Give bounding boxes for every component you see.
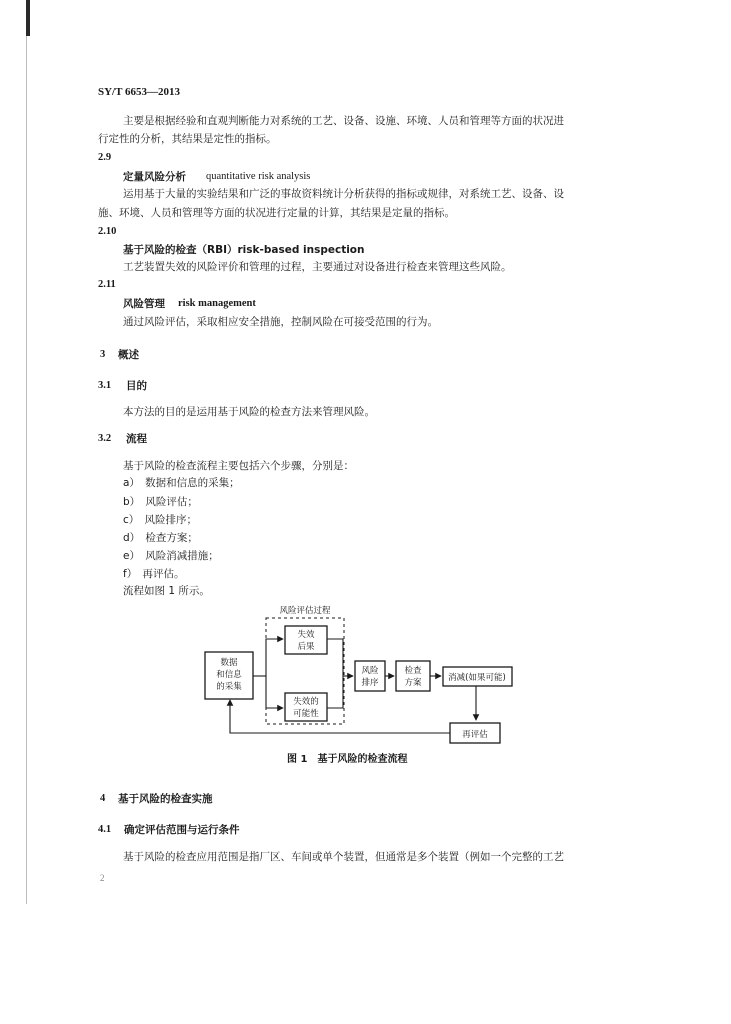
- box-reassessment-label: 再评估: [462, 730, 488, 740]
- clause-2-9-term: 定量风险分析: [123, 171, 186, 183]
- paragraph-3-1: 本方法的目的是运用基于风险的检查方法来管理风险。: [123, 406, 375, 418]
- box-data-collection-line-1: 数据: [220, 658, 238, 668]
- box-data-collection-line-3: 的采集: [216, 682, 242, 692]
- section-4-number: 4: [100, 793, 106, 804]
- section-3-1-title: 目的: [126, 380, 147, 392]
- paragraph-figure-reference: 流程如图 1 所示。: [123, 585, 210, 597]
- step-b: b） 风险评估；: [123, 496, 198, 508]
- paragraph-2-11: 通过风险评估，采取相应安全措施，控制风险在可接受范围的行为。: [123, 316, 438, 328]
- box-inspection-plan-line-1: 检查: [404, 666, 422, 676]
- paragraph-3-2-intro: 基于风险的检查流程主要包括六个步骤，分别是：: [123, 460, 354, 472]
- section-3-number: 3: [100, 349, 106, 360]
- clause-2-9-english: quantitative risk analysis: [206, 171, 311, 182]
- box-failure-consequence-line-1: 失效: [297, 630, 315, 640]
- paragraph-2-9-line-1: 运用基于大量的实验结果和广泛的事故资料统计分析获得的指标或规律，对系统工艺、设备、设: [123, 188, 564, 200]
- box-mitigation-label: 消减(如果可能): [448, 673, 506, 683]
- box-risk-ranking-line-2: 排序: [361, 678, 379, 688]
- box-failure-consequence-line-2: 后果: [297, 642, 315, 652]
- section-3-2-number: 3.2: [98, 433, 112, 444]
- section-4-1-title: 确定评估范围与运行条件: [124, 824, 240, 836]
- connector-to-likelihood: [266, 676, 283, 708]
- clause-2-10-term: 基于风险的检查（RBI）risk-based inspection: [123, 244, 365, 256]
- section-3-2-title: 流程: [126, 433, 147, 445]
- box-risk-ranking-line-1: 风险: [361, 666, 379, 676]
- connector-to-consequence: [266, 639, 283, 676]
- box-inspection-plan-line-2: 方案: [404, 678, 422, 688]
- box-data-collection-line-2: 和信息: [216, 670, 242, 680]
- step-e: e） 风险消减措施；: [123, 550, 219, 562]
- clause-2-10-number: 2.10: [98, 226, 117, 237]
- box-failure-likelihood-line-1: 失效的: [293, 697, 319, 707]
- page-number: 2: [100, 873, 105, 883]
- paragraph-2-8-line-1: 主要是根据经验和直观判断能力对系统的工艺、设备、设施、环境、人员和管理等方面的状况进: [123, 115, 564, 127]
- clause-2-11-english: risk management: [178, 298, 256, 309]
- step-d: d） 检查方案；: [123, 532, 198, 544]
- standard-number: SY/T 6653—2013: [98, 86, 181, 98]
- clause-2-11-number: 2.11: [98, 279, 116, 290]
- step-f: f） 再评估。: [123, 568, 185, 580]
- clause-2-9-number: 2.9: [98, 152, 112, 163]
- section-4-1-number: 4.1: [98, 824, 112, 835]
- paragraph-4-1: 基于风险的检查应用范围是指厂区、车间或单个装置，但通常是多个装置（例如一个完整的工艺: [123, 851, 564, 863]
- section-4-title: 基于风险的检查实施: [118, 793, 213, 805]
- section-3-1-number: 3.1: [98, 380, 112, 391]
- box-failure-likelihood-line-2: 可能性: [293, 709, 319, 719]
- paragraph-2-10: 工艺装置失效的风险评价和管理的过程，主要通过对设备进行检查来管理这些风险。: [123, 261, 512, 273]
- connector-join: [327, 639, 343, 708]
- paragraph-2-9-line-2: 施、环境、人员和管理等方面的状况进行定量的计算，其结果是定量的指标。: [98, 207, 455, 219]
- paragraph-2-8-line-2: 行定性的分析，其结果是定性的指标。: [98, 133, 277, 145]
- connector-feedback-loop: [230, 700, 450, 733]
- clause-2-11-term: 风险管理: [123, 298, 165, 310]
- step-c: c） 风险排序；: [123, 514, 198, 526]
- section-3-title: 概述: [118, 349, 139, 361]
- figure-1-caption: 图 1 基于风险的检查流程: [287, 754, 408, 765]
- risk-assessment-group-label: 风险评估过程: [279, 606, 331, 616]
- step-a: a） 数据和信息的采集；: [123, 477, 240, 489]
